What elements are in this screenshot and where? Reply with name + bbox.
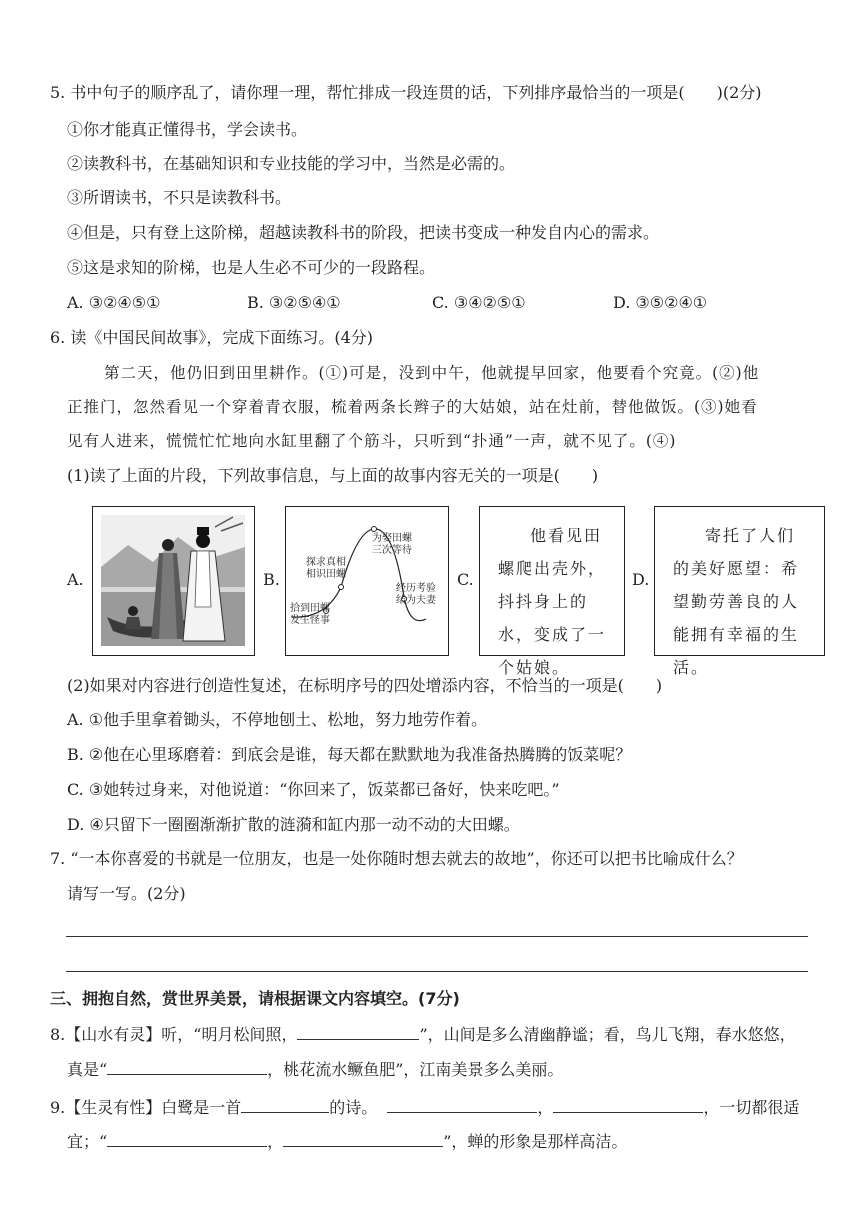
q8-text-a: 8.【山水有灵】听，“明月松间照， <box>50 1025 298 1044</box>
q9-text-g: ”，蝉的形象是那样高洁。 <box>443 1132 628 1151</box>
q7-answer-line-2[interactable] <box>66 971 808 972</box>
q7-stem-line-1: 7. “一本你喜爱的书就是一位朋友，也是一处你随时想去就去的故地”，你还可以把书比喻成什么？ <box>50 849 743 868</box>
q8-line-2 <box>67 1058 563 1081</box>
q9-blank-3[interactable] <box>553 1096 703 1113</box>
q6-option-b-diagram[interactable] <box>285 506 449 656</box>
q5-option-d[interactable]: D. ③⑤②④① <box>613 293 708 312</box>
q6-sub2-option-d[interactable]: D. ④只留下一圈圈渐渐扩散的涟漪和缸内那一动不动的大田螺。 <box>67 815 520 834</box>
q6-sub-question-2: (2)如果对内容进行创造性复述，在标明序号的四处增添内容，不恰当的一项是( ) <box>67 676 663 695</box>
diagram-node-4-line-2: 结为夫妻 <box>396 595 436 606</box>
q6-option-d-letter[interactable]: D. <box>632 570 650 589</box>
q9-line-1 <box>50 1096 799 1119</box>
q9-text-a: 9.【生灵有性】白鹭是一首 <box>50 1098 242 1117</box>
q5-sentence-3: ③所谓读书，不只是读教科书。 <box>67 188 292 207</box>
q5-sentence-4: ④但是，只有登上这阶梯，超越读教科书的阶段，把读书变成一种发自内心的需求。 <box>67 223 660 242</box>
diagram-node-3-line-1: 拾到田螺 <box>290 603 330 614</box>
q8-text-b: ”，山间是多么清幽静谧；看，鸟儿飞翔，春水悠悠， <box>419 1025 796 1044</box>
diagram-node-4-line-1: 经历考验 <box>396 583 436 594</box>
q6-option-b-letter[interactable]: B. <box>263 570 280 589</box>
q6-option-c-text-box[interactable] <box>479 506 625 677</box>
q9-text-b: 的诗。 <box>329 1098 378 1117</box>
q7-stem-line-2: 请写一写。(2分) <box>67 884 186 903</box>
q6-sub2-option-c[interactable]: C. ③她转过身来，对他说道：“你回来了，饭菜都已备好，快来吃吧。” <box>67 780 560 799</box>
q5-sentence-5: ⑤这是求知的阶梯，也是人生必不可少的一段路程。 <box>67 258 436 277</box>
q7-answer-line-1[interactable] <box>66 936 808 937</box>
q9-text-d: ，一切都很适 <box>703 1098 800 1117</box>
story-illustration <box>93 507 253 654</box>
q9-blank-4[interactable] <box>107 1130 267 1147</box>
q6-option-c-letter[interactable]: C. <box>457 570 474 589</box>
diagram-node-1 <box>306 557 346 581</box>
q6-option-a-image[interactable] <box>92 506 255 656</box>
diagram-node-1-line-1: 探求真相 <box>306 557 346 568</box>
q6-option-a-letter[interactable]: A. <box>67 570 84 589</box>
q8-line-1 <box>50 1023 796 1046</box>
q5-stem: 5. 书中句子的顺序乱了，请你理一理，帮忙排成一段连贯的话，下列排序最恰当的一项是( )(2分) <box>50 83 762 102</box>
q8-text-d: ，桃花流水鳜鱼肥”，江南美景多么美丽。 <box>267 1060 564 1079</box>
q6-passage-line-1: 第二天，他仍旧到田里耕作。(①)可是，没到中午，他就提早回家，他要看个究竟。(②)他 <box>104 364 760 382</box>
q6-stem: 6. 读《中国民间故事》，完成下面练习。(4分) <box>50 328 374 347</box>
diagram-node-3 <box>290 603 330 627</box>
q6-passage-line-2: 正推门，忽然看见一个穿着青衣服，梳着两条长辫子的大姑娘，站在灶前，替他做饭。(③)她看 <box>67 398 758 416</box>
q8-text-c: 真是“ <box>67 1060 108 1079</box>
q6-sub2-option-a[interactable]: A. ①他手里拿着锄头，不停地刨土、松地，努力地劳作着。 <box>67 710 488 729</box>
diagram-node-4 <box>396 583 436 607</box>
q6-passage-line-3: 见有人进来，慌慌忙忙地向水缸里翻了个筋斗，只听到“扑通”一声，就不见了。(④) <box>67 432 677 450</box>
q6-option-d-text-box[interactable] <box>654 506 825 677</box>
q6-sub2-option-b[interactable]: B. ②他在心里琢磨着：到底会是谁，每天都在默默地为我准备热腾腾的饭菜呢？ <box>67 745 632 764</box>
q9-line-2 <box>67 1130 627 1153</box>
q5-option-a[interactable]: A. ③②④⑤① <box>67 293 161 312</box>
q5-sentence-2: ②读教科书，在基础知识和专业技能的学习中，当然是必需的。 <box>67 154 516 173</box>
q9-text-e: 宜；“ <box>67 1132 108 1151</box>
q6-option-d-text: 寄托了人们的美好愿望：希望勤劳善良的人能拥有幸福的生活。 <box>673 526 800 677</box>
q6-option-c-text: 他看见田螺爬出壳外，抖抖身上的水，变成了一个姑娘。 <box>498 526 607 677</box>
q9-text-c: ， <box>537 1098 554 1117</box>
q5-option-b[interactable]: B. ③②⑤④① <box>247 293 341 312</box>
diagram-node-2-line-2: 三次等待 <box>372 545 412 556</box>
q9-blank-2[interactable] <box>387 1096 537 1113</box>
q9-blank-5[interactable] <box>283 1130 443 1147</box>
diagram-node-2 <box>372 533 412 557</box>
q8-blank-1[interactable] <box>297 1023 419 1040</box>
diagram-node-1-line-2: 相识田螺 <box>306 569 346 580</box>
q5-option-c[interactable]: C. ③④②⑤① <box>432 293 526 312</box>
section-3-heading: 三、拥抱自然，赏世界美景，请根据课文内容填空。(7分) <box>50 989 460 1008</box>
q6-sub-question-1: (1)读了上面的片段，下列故事信息，与上面的故事内容无关的一项是( ) <box>67 466 599 485</box>
q9-blank-1[interactable] <box>241 1096 329 1113</box>
diagram-node-3-line-2: 发生怪事 <box>290 615 330 626</box>
diagram-node-2-line-1: 为娶田螺 <box>372 533 412 544</box>
q5-sentence-1: ①你才能真正懂得书，学会读书。 <box>67 120 308 139</box>
q9-text-f: ， <box>267 1132 284 1151</box>
q8-blank-2[interactable] <box>107 1058 267 1075</box>
